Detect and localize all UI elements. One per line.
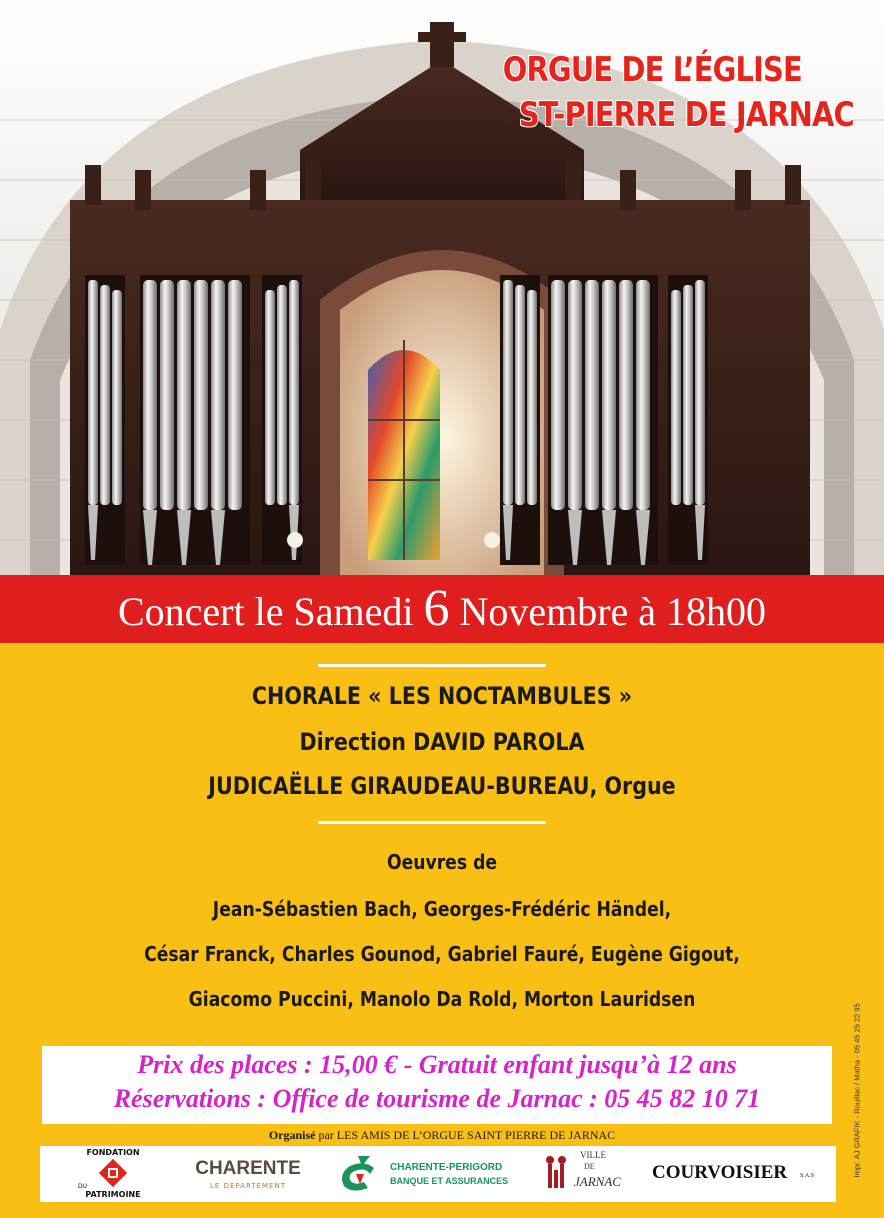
composers-line3: Giacomo Puccini, Manolo Da Rold, Morton Lauridsen bbox=[188, 987, 696, 1011]
ville-jarnac-logo bbox=[540, 1146, 630, 1202]
fondation-emblem-icon bbox=[99, 1159, 127, 1187]
divider-top bbox=[318, 664, 546, 667]
credit-agricole-line1: CHARENTE-PERIGORD bbox=[390, 1162, 503, 1173]
jarnac-emblem-icon bbox=[544, 1152, 570, 1192]
banner-day: 6 bbox=[423, 580, 450, 637]
concert-date-banner bbox=[0, 575, 884, 643]
fondation-bottom-text: PATRIMOINE bbox=[85, 1190, 141, 1199]
lamp-right bbox=[484, 532, 500, 548]
pipes-right bbox=[503, 280, 705, 510]
courvoisier-sas-text: S.A.S bbox=[800, 1173, 815, 1179]
ville-text: VILLE bbox=[580, 1150, 606, 1160]
composers-line1: Jean-Sébastien Bach, Georges-Frédéric Händel, bbox=[212, 897, 672, 921]
organizer-line bbox=[0, 1128, 884, 1143]
imprint-text: Impr. AJ GRAFIK - Rouillac / Matha - 05 45 25 22 95 bbox=[852, 1003, 862, 1178]
credit-agricole-line2: BANQUE ET ASSURANCES bbox=[390, 1176, 509, 1186]
credit-agricole-icon bbox=[334, 1154, 382, 1194]
imprint-credit bbox=[846, 970, 862, 1180]
works-heading: Oeuvres de bbox=[386, 850, 498, 874]
credit-agricole-logo bbox=[334, 1146, 514, 1202]
fondation-top-text: FONDATION bbox=[86, 1148, 140, 1157]
banner-text-before: Concert le Samedi bbox=[117, 589, 424, 634]
pricing-box bbox=[42, 1046, 832, 1124]
organizer-rest: par LES AMIS DE L’ORGUE SAINT PIERRE DE JARNAC bbox=[315, 1128, 616, 1142]
fondation-patrimoine-logo bbox=[78, 1146, 148, 1202]
price-line: Prix des places : 15,00 € - Gratuit enfant jusqu’à 12 ans bbox=[137, 1050, 737, 1079]
fondation-du-text: DU bbox=[78, 1183, 88, 1190]
choir-director: Direction DAVID PAROLA bbox=[299, 728, 585, 756]
sponsor-logos bbox=[40, 1146, 836, 1202]
organ-photo bbox=[0, 0, 884, 575]
divider-bottom bbox=[318, 821, 546, 824]
de-text: DE bbox=[584, 1162, 595, 1171]
jarnac-text: JARNAC bbox=[574, 1174, 621, 1189]
choir-name: CHORALE « LES NOCTAMBULES » bbox=[251, 682, 633, 710]
reservation-line: Réservations : Office de tourisme de Jarnac : 05 45 82 10 71 bbox=[113, 1084, 761, 1113]
title-block bbox=[450, 48, 854, 138]
lamp-left bbox=[287, 532, 303, 548]
charente-sub-text: LE DÉPARTEMENT bbox=[210, 1182, 286, 1190]
organizer-lead: Organisé bbox=[268, 1128, 316, 1142]
courvoisier-logo bbox=[652, 1146, 822, 1202]
organist: JUDICAËLLE GIRAUDEAU-BUREAU, Orgue bbox=[208, 772, 676, 800]
charente-logo bbox=[190, 1146, 306, 1202]
composers-line2: César Franck, Charles Gounod, Gabriel Fauré, Eugène Gigout, bbox=[144, 942, 740, 966]
banner-text-after: Novembre à 18h00 bbox=[449, 589, 767, 634]
charente-text: CHARENTE bbox=[195, 1158, 301, 1179]
poster-title-line1: ORGUE DE L’ÉGLISE bbox=[502, 50, 802, 90]
poster-title-line2: ST-PIERRE DE JARNAC bbox=[518, 95, 854, 135]
courvoisier-text: COURVOISIER bbox=[652, 1162, 788, 1183]
